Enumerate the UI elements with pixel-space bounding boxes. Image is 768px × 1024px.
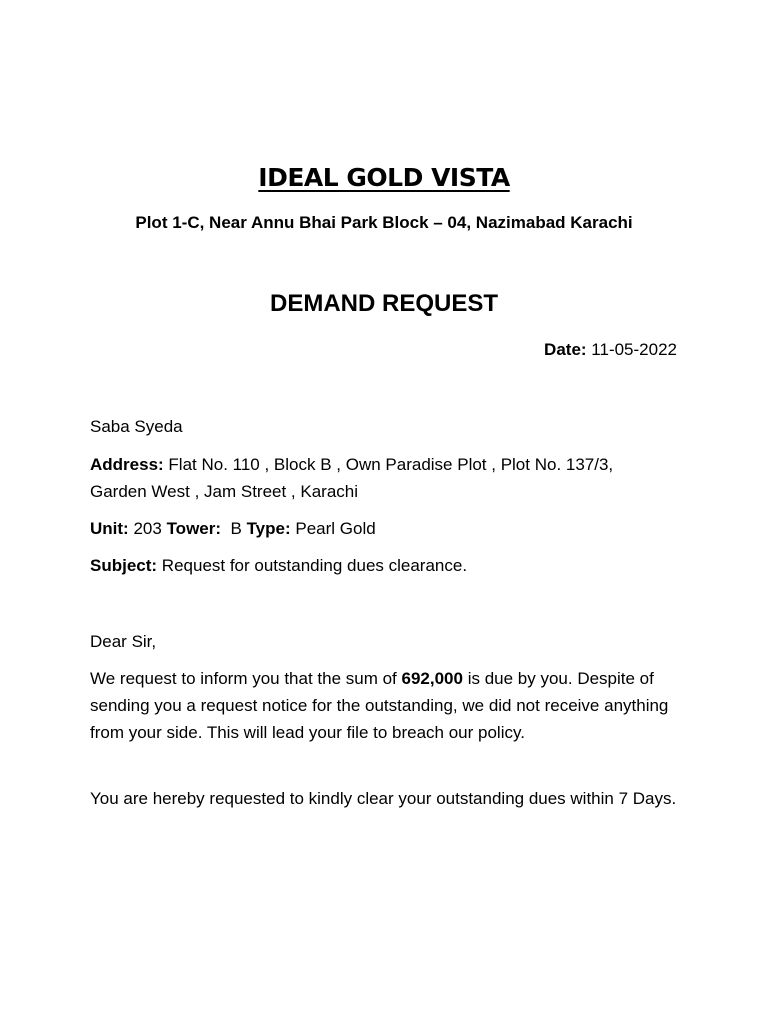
type-label: Type: — [246, 519, 291, 538]
address-label: Address: — [90, 455, 164, 474]
unit-details — [90, 515, 690, 542]
date-line — [544, 340, 677, 360]
type-value: Pearl Gold — [295, 519, 376, 538]
letter-paragraph-2: You are hereby requested to kindly clear your outstanding dues within 7 Days. — [90, 789, 677, 808]
company-name: IDEAL GOLD VISTA — [258, 163, 510, 192]
tower-label: Tower: — [166, 519, 222, 538]
date-label: Date: — [544, 340, 587, 359]
paragraph-1-rest: is due by you. Despite of sending you a request notice for the outstanding, we did not receive anything from your side. This will lead your file to breach our policy. — [90, 669, 669, 742]
subject-line — [90, 552, 690, 579]
date-value: 11-05-2022 — [591, 340, 677, 359]
subject-label: Subject: — [90, 556, 158, 575]
unit-value: 203 — [133, 519, 162, 538]
unit-label: Unit: — [90, 519, 129, 538]
letter-paragraph-1 — [90, 665, 690, 746]
address-value: Flat No. 110 , Block B , Own Paradise Plot , Plot No. 137/3, Garden West , Jam Street , Karachi — [90, 455, 614, 501]
document-title: DEMAND REQUEST — [269, 290, 498, 317]
salutation: Dear Sir, — [90, 632, 157, 651]
recipient-name: Saba Syeda — [90, 417, 183, 436]
subject-value: Request for outstanding dues clearance. — [161, 556, 468, 575]
recipient-address — [90, 451, 660, 505]
outstanding-amount: 692,000 — [401, 669, 463, 688]
tower-value: B — [230, 519, 242, 538]
company-address: Plot 1-C, Near Annu Bhai Park Block – 04, Nazimabad Karachi — [135, 213, 633, 232]
paragraph-1-intro: We request to inform you that the sum of — [90, 669, 397, 688]
